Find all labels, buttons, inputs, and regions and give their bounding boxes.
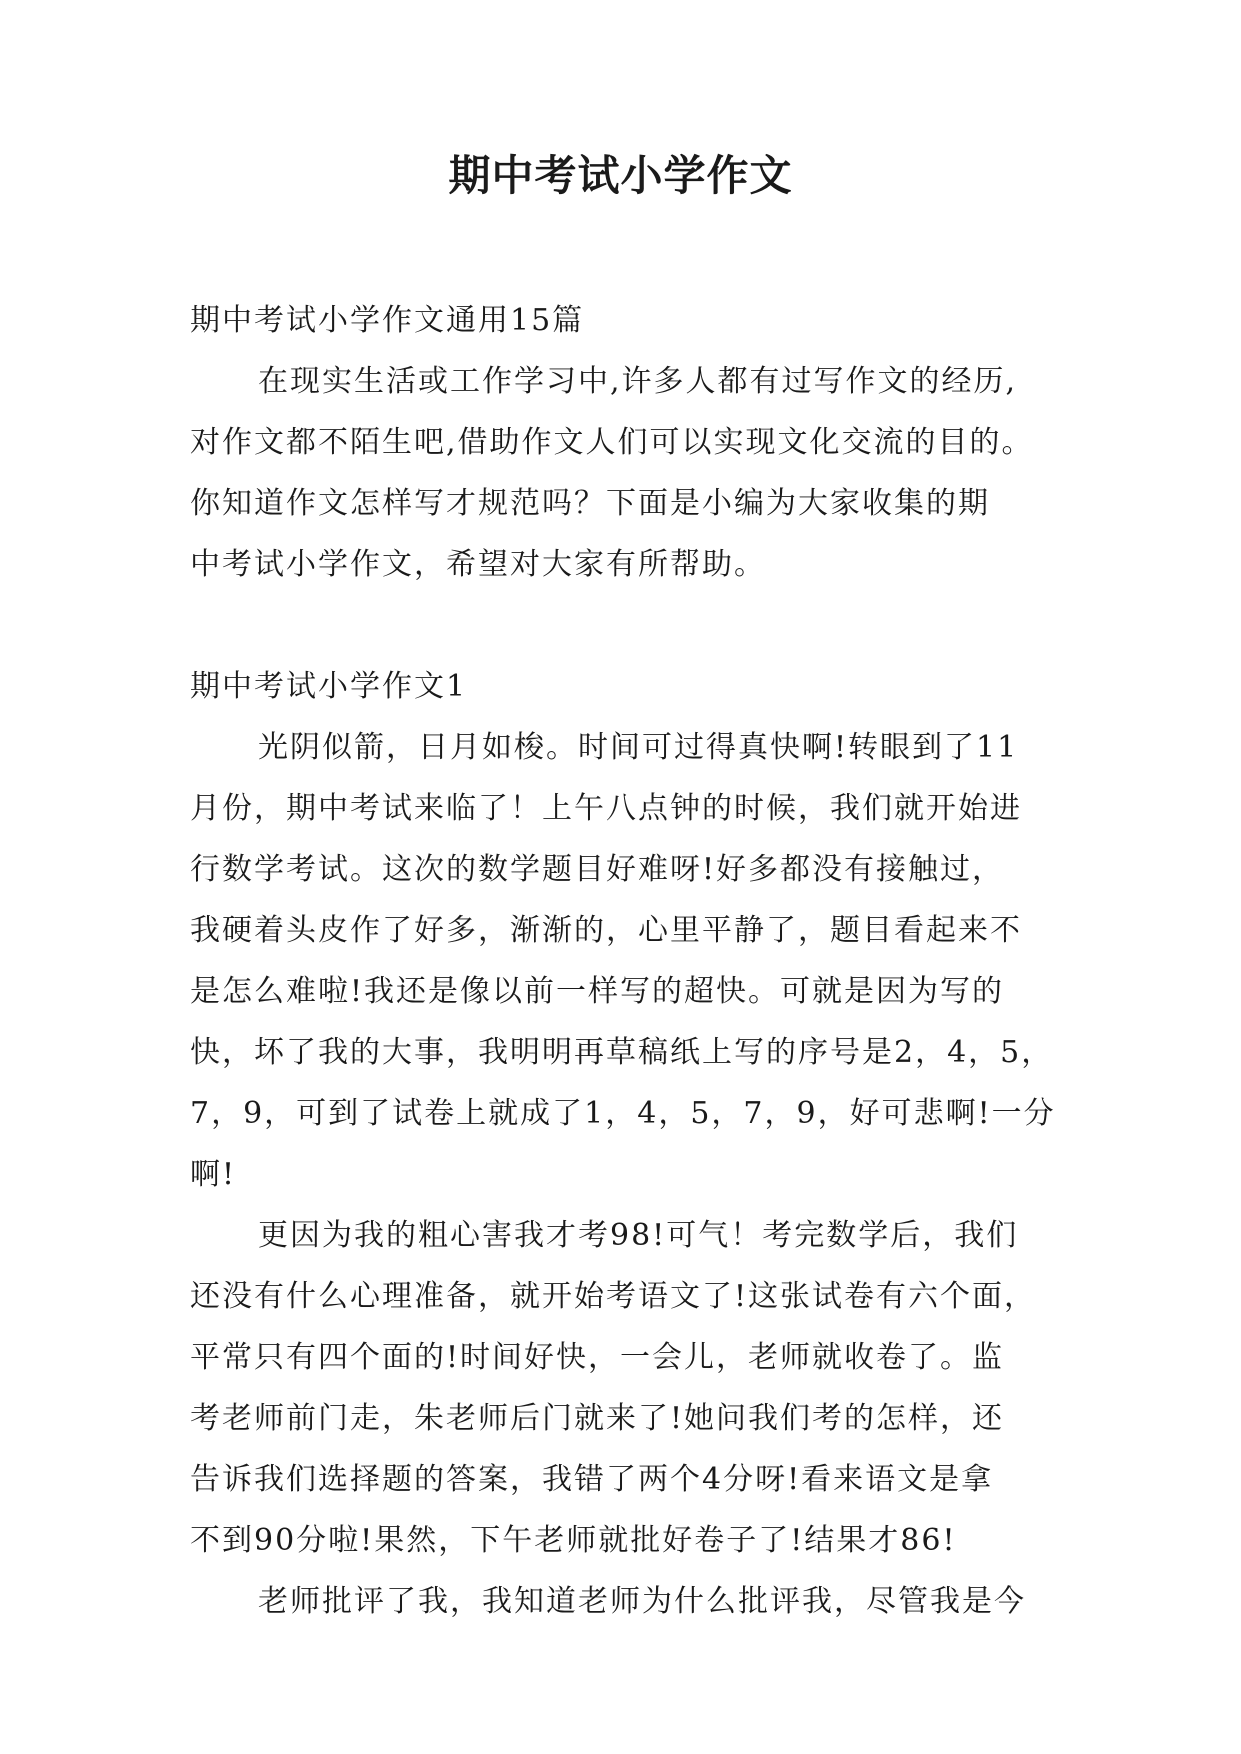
paragraph-line: 还没有什么心理准备，就开始考语文了!这张试卷有六个面，	[190, 1279, 1037, 1314]
paragraph-3	[190, 1571, 1060, 1632]
intro-paragraph	[190, 351, 1060, 595]
intro-line: 在现实生活或工作学习中,许多人都有过写作文的经历,	[258, 364, 1018, 399]
paragraph-line: 平常只有四个面的!时间好快，一会儿，老师就收卷了。监	[190, 1340, 1005, 1375]
paragraph-line: 是怎么难啦!我还是像以前一样写的超快。可就是因为写的	[190, 974, 1005, 1009]
intro-line: 你知道作文怎样写才规范吗？下面是小编为大家收集的期	[190, 486, 990, 521]
intro-line: 对作文都不陌生吧,借助作文人们可以实现文化交流的目的。	[190, 425, 1034, 460]
paragraph-line: 啊!	[190, 1157, 237, 1192]
paragraph-line: 更因为我的粗心害我才考98!可气！考完数学后，我们	[258, 1218, 1019, 1253]
intro-line: 中考试小学作文，希望对大家有所帮助。	[190, 547, 766, 582]
paragraph-line: 行数学考试。这次的数学题目好难呀!好多都没有接触过，	[190, 852, 1005, 887]
paragraph-2	[190, 1205, 1060, 1571]
document-title: 期中考试小学作文	[448, 151, 793, 200]
paragraph-line: 老师批评了我，我知道老师为什么批评我，尽管我是今	[258, 1584, 1026, 1619]
paragraph-line: 快，坏了我的大事，我明明再草稿纸上写的序号是2，4，5，	[190, 1035, 1054, 1070]
paragraph-line: 考老师前门走，朱老师后门就来了!她问我们考的怎样，还	[190, 1401, 1005, 1436]
paragraph-line: 告诉我们选择题的答案，我错了两个4分呀!看来语文是拿	[190, 1462, 994, 1497]
paragraph-line: 不到90分啦!果然，下午老师就批好卷子了!结果才86!	[190, 1523, 957, 1558]
section-heading: 期中考试小学作文1	[190, 669, 468, 704]
paragraph-line: 7，9，可到了试卷上就成了1，4，5，7，9，好可悲啊!一分	[190, 1096, 1056, 1131]
blank-line	[190, 595, 1060, 656]
paragraph-line: 我硬着头皮作了好多，渐渐的，心里平静了，题目看起来不	[190, 913, 1022, 948]
document-body	[190, 290, 1060, 1632]
paragraph-line: 月份，期中考试来临了！上午八点钟的时候，我们就开始进	[190, 791, 1022, 826]
paragraph-1	[190, 717, 1060, 1205]
document-subtitle: 期中考试小学作文通用15篇	[190, 303, 585, 338]
paragraph-line: 光阴似箭，日月如梭。时间可过得真快啊!转眼到了11	[258, 730, 1019, 765]
